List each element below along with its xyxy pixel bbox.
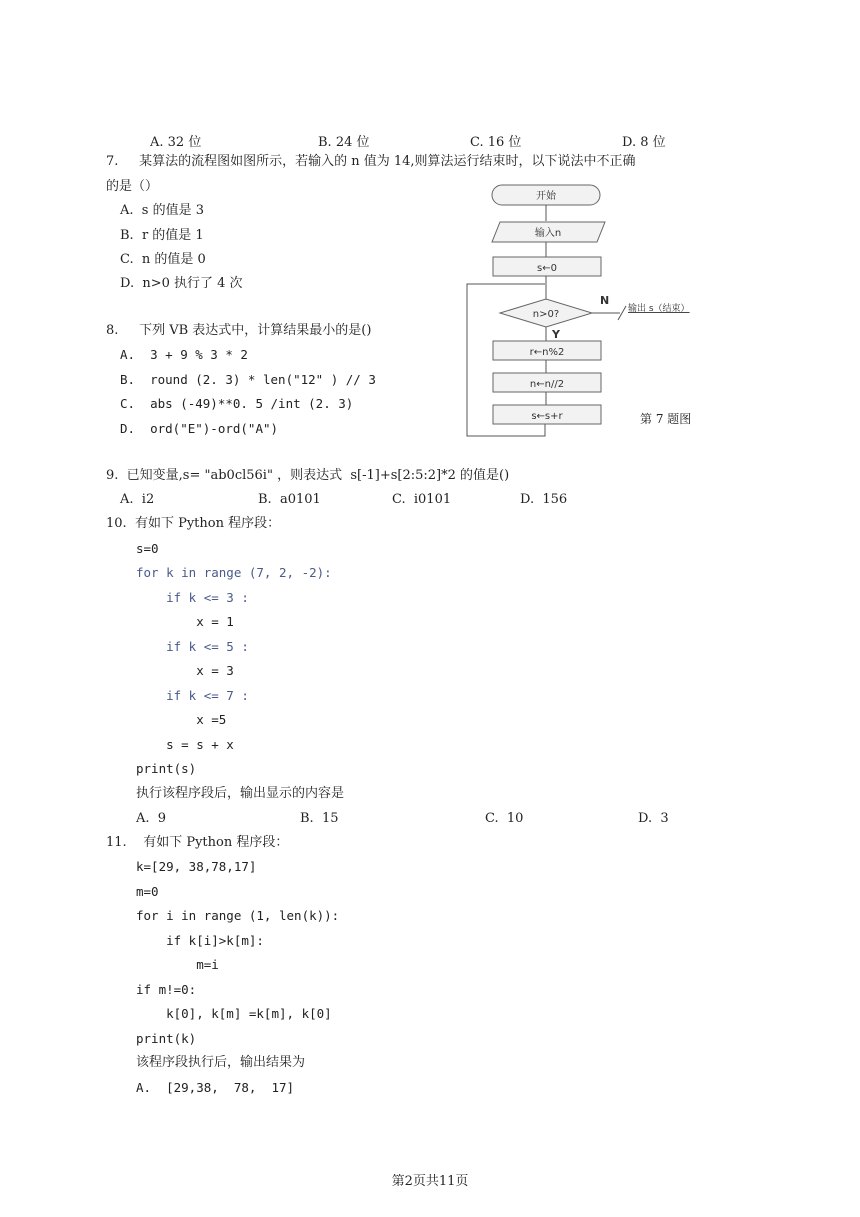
q11-code-line-6: if m!=0: bbox=[136, 982, 197, 997]
q11-code-line-2: m=0 bbox=[136, 884, 159, 899]
q10-option-a: A. 9 bbox=[136, 811, 167, 826]
q6-option-d: D. 8 位 bbox=[622, 135, 666, 150]
q6-option-b: B. 24 位 bbox=[318, 135, 370, 150]
q9-option-d: D. 156 bbox=[520, 492, 568, 507]
q10-option-d: D. 3 bbox=[638, 811, 669, 826]
q9-option-b: B. a0101 bbox=[258, 492, 321, 507]
q10-after-text: 执行该程序段后，输出显示的内容是 bbox=[136, 786, 345, 801]
step-div-text: n←n//2 bbox=[529, 379, 565, 390]
q11-stem: 11. 有如下 Python 程序段： bbox=[106, 835, 289, 850]
q7-stem-line2: 的是（） bbox=[106, 179, 159, 194]
q10-code-line-4: x = 1 bbox=[136, 614, 234, 629]
q11-after-text: 该程序段执行后，输出结果为 bbox=[136, 1055, 306, 1070]
q9-stem-text: 9. 已知变量,s= "ab0cl56i" ，则表达式 s[-1]+s[2:5:2]*2 的值是() bbox=[106, 468, 510, 483]
q10-code-line-9: s = s + x bbox=[136, 737, 234, 752]
q10-code-line-3: if k <= 3 : bbox=[136, 590, 249, 605]
q6-option-c: C. 16 位 bbox=[470, 135, 522, 150]
q7-option-b: B. r 的值是 1 bbox=[120, 228, 204, 243]
start-text: 开始 bbox=[536, 191, 556, 202]
page-footer: 第2页共11页 bbox=[391, 1174, 469, 1189]
q11-code-line-4: if k[i]>k[m]: bbox=[136, 933, 264, 948]
q8-option-b: B. round (2. 3) * len("12" ) // 3 bbox=[120, 372, 376, 387]
q9-option-a: A. i2 bbox=[120, 492, 155, 507]
q10-code-line-2: for k in range (7, 2, -2): bbox=[136, 565, 332, 580]
q8-option-a: A. 3 + 9 % 3 * 2 bbox=[120, 347, 248, 362]
q6-option-a: A. 32 位 bbox=[150, 135, 202, 150]
q11-code-line-8: print(k) bbox=[136, 1031, 197, 1046]
q11-option-a: A. [29,38, 78, 17] bbox=[136, 1080, 295, 1095]
q11-code-line-1: k=[29, 38,78,17] bbox=[136, 859, 257, 874]
q11-code-line-5: m=i bbox=[136, 957, 219, 972]
q10-code-line-10: print(s) bbox=[136, 761, 197, 776]
input-text: 输入n bbox=[534, 228, 562, 239]
q7-stem-line1: 7. 某算法的流程图如图所示，若输入的 n 值为 14,则算法运行结束时，以下说法中不正确 bbox=[106, 154, 636, 169]
q9-stem bbox=[106, 467, 509, 485]
step-sum-text: s←s+r bbox=[531, 411, 563, 422]
decision-text: n>0? bbox=[532, 309, 560, 320]
yes-label: Y bbox=[552, 328, 560, 341]
q10-option-c: C. 10 bbox=[485, 811, 524, 826]
q7-option-c: C. n 的值是 0 bbox=[120, 252, 206, 267]
q10-code-line-1: s=0 bbox=[136, 541, 159, 556]
step-mod-text: r←n%2 bbox=[529, 347, 565, 358]
q10-code-line-6: x = 3 bbox=[136, 663, 234, 678]
flowchart-figure bbox=[460, 180, 700, 440]
init-text: s←0 bbox=[537, 263, 557, 274]
figure-caption: 第 7 题图 bbox=[640, 412, 692, 426]
q8-option-d: D. ord("E")-ord("A") bbox=[120, 421, 279, 436]
q10-stem: 10. 有如下 Python 程序段： bbox=[106, 516, 281, 531]
q8-option-c: C. abs (-49)**0. 5 /int (2. 3) bbox=[120, 396, 354, 411]
q10-code-line-5: if k <= 5 : bbox=[136, 639, 249, 654]
q11-code-line-3: for i in range (1, len(k)): bbox=[136, 908, 340, 923]
q10-option-b: B. 15 bbox=[300, 811, 339, 826]
output-text: 输出 s（结束） bbox=[628, 304, 690, 314]
q8-stem: 8. 下列 VB 表达式中，计算结果最小的是() bbox=[106, 323, 372, 338]
q10-code-line-7: if k <= 7 : bbox=[136, 688, 249, 703]
q9-option-c: C. i0101 bbox=[392, 492, 452, 507]
no-label: N bbox=[600, 294, 610, 307]
q7-option-d: D. n>0 执行了 4 次 bbox=[120, 276, 243, 291]
q11-code-line-7: k[0], k[m] =k[m], k[0] bbox=[136, 1006, 332, 1021]
q7-option-a: A. s 的值是 3 bbox=[120, 203, 204, 218]
q10-code-line-8: x =5 bbox=[136, 712, 227, 727]
